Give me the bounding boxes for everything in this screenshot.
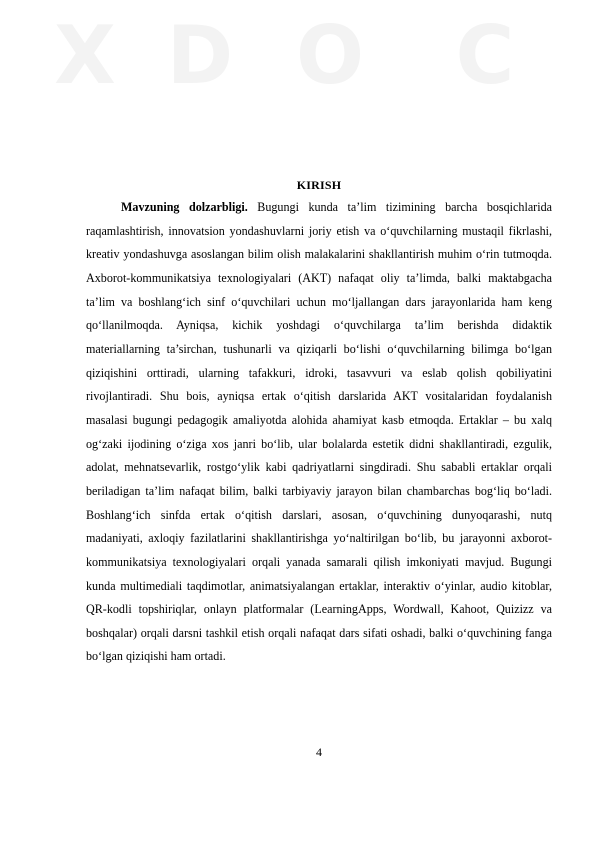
watermark-letter: D: [166, 8, 234, 102]
section-title: KIRISH: [296, 178, 342, 192]
watermark-letter: O: [295, 8, 364, 102]
body-paragraph: [86, 196, 552, 669]
watermark-letter: X: [54, 8, 116, 102]
paragraph-text: Bugungi kunda ta’lim tizimining barcha bosqichlarida raqamlashtirish, innovatsion yondashuvlarni joriy etish va o‘quvchilarning mustaqil fikrlashi, kreativ yondashuvga asoslangan bilim olish malakalarini shakllantirish muhim o‘rin tutmoqda. Axborot-kommunikatsiya texnologiyalari (AKT) nafaqat oliy ta’limda, balki maktabgacha ta’lim va boshlang‘ich sinf o‘quvchilari uchun mo‘ljallangan dars jarayonlarida ham keng qo‘llanilmoqda. Ayniqsa, kichik yoshdagi o‘quvchilarga ta’lim berishda didaktik materiallarning ta’sirchan, tushunarli va qiziqarli bo‘lishi o‘quvchilarning bilimga bo‘lgan qiziqishini orttiradi, ularning tafakkuri, idroki, tasavvuri va eslab qolish qobiliyatini rivojlantiradi. Shu bois, ayniqsa ertak o‘qitish darslarida AKT vositalaridan foydalanish masalasi bugungi pedagogik amaliyotda alohida ahamiyat kasb etmoqda. Ertaklar – bu xalq og‘zaki ijodining o‘ziga xos janri bo‘lib, ular bolalarda estetik didni shakllantiradi, ezgulik, adolat, mehnatsevarlik, rostgo‘ylik kabi qadriyatlarni singdiradi. Shu sababli ertaklar orqali beriladigan ta’lim nafaqat bilim, balki tarbiyaviy jarayon bilan chambarchas bog‘liq bo‘ladi. Boshlang‘ich sinfda ertak o‘qitish darslari, asosan, o‘quvchining dunyoqarashi, nutq madaniyati, axloqiy fazilatlarini shakllantirishga yo‘naltirilgan bo‘lib, bu jarayonni axborot-kommunikatsiya texnologiyalari orqali yanada samarali qilish imkoniyati mavjud. Bugungi kunda multimediali taqdimotlar, animatsiyalangan ertaklar, interaktiv o‘yinlar, audio kitoblar, QR-kodli topshiriqlar, onlayn platformalar (LearningApps, Wordwall, Kahoot, Quizizz va boshqalar) orqali darsni tashkil etish orqali nafaqat dars sifati oshadi, balki o‘quvchining fanga bo‘lgan qiziqishi ham ortadi.: [86, 200, 552, 664]
watermark-letter: C: [455, 8, 515, 102]
page-number: 4: [316, 745, 322, 759]
paragraph-lead: Mavzuning dolzarbligi.: [121, 200, 248, 214]
